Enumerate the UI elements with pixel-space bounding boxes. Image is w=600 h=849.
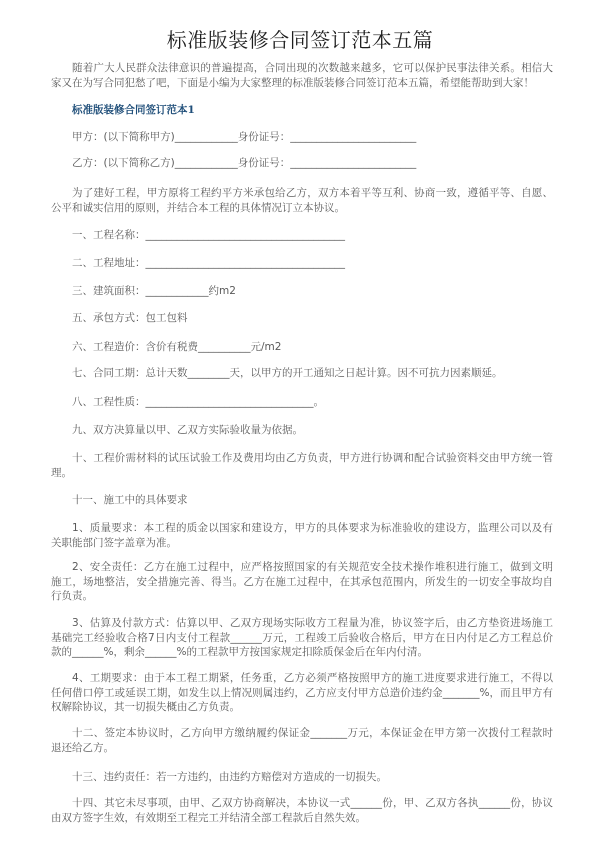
text-line: 十四、其它未尽事项，由甲、乙双方协商解决，本协议一式______份，甲、乙双方各执______份，协议 (72, 797, 553, 809)
text-line: 十、工程价需材料的试压试验工作及费用均由乙方负责，甲方进行协调和配合试验资料交由甲方统一管 (72, 452, 553, 464)
paragraph (51, 61, 553, 90)
text-line: 家又在为写合同犯愁了吧，下面是小编为大家整理的标准版装修合同签订范本五篇，希望能帮助到大家！ (51, 76, 534, 89)
text-line: 2、安全责任：乙方在施工过程中，应严格按照国家的有关规范安全技术操作堆积进行施工，做到文明 (72, 561, 553, 573)
text-line: 八、工程性质：________________________________。 (72, 396, 324, 408)
text-line: 标准版装修合同签订范本1 (72, 104, 195, 116)
text-line: 为了建好工程，甲方原将工程约平方米承包给乙方，双方本着平等互利、协商一致，遵循平等、自愿、 (72, 187, 553, 199)
paragraph (51, 256, 553, 271)
text-line: 九、双方决算量以甲、乙双方实际验收量为依据。 (72, 424, 303, 436)
paragraph (51, 560, 553, 604)
text-line: 六、工程造价：含价有税费__________元/m2 (72, 341, 282, 353)
paragraph (51, 130, 553, 145)
text-line: 4、工期要求：由于本工程工期紧，任务重，乙方必须严格按照甲方的施工进度要求进行施工，不得以 (72, 672, 553, 684)
paragraph (51, 395, 553, 410)
text-line: 五、承包方式：包工包料 (72, 312, 188, 324)
document-title: 标准版装修合同签订范本五篇 (166, 28, 434, 52)
paragraph (51, 493, 553, 508)
text-line: 1、质量要求：本工程的质金以国家和建设方，甲方的具体要求为标准验收的建设方，监理公司以及有 (72, 522, 553, 534)
text-line: 退还给乙方。 (51, 741, 114, 754)
paragraph (51, 186, 553, 215)
paragraph (51, 796, 553, 825)
paragraph (51, 616, 553, 660)
text-line: 权解除协议，其一切损失概由乙方负责。 (51, 701, 240, 713)
text-line: 甲方：(以下简称甲方)____________身份证号：________________________ (72, 131, 417, 143)
paragraph (51, 340, 553, 355)
text-line: 一、工程名称：______________________________________ (72, 229, 345, 241)
text-line: 十一、施工中的具体要求 (72, 494, 188, 506)
text-line: 施工，场地整洁，安全措施完善、得当。乙方在施工过程中，在其承包范围内，所发生的一切安全事故均自 (51, 575, 553, 588)
text-line: 公平和诚实信用的原则，并结合本工程的具体情况订立本协议。 (51, 201, 345, 214)
paragraph (51, 451, 553, 480)
text-line: 理。 (51, 466, 72, 479)
paragraph (51, 671, 553, 715)
text-line: 由双方签字生效，有效期至工程完工并结清全部工程款后自然失效。 (51, 811, 366, 824)
paragraph (51, 770, 553, 785)
text-line: 任何借口停工或延误工期，如发生以上情况则属违约，乙方应支付甲方总造价违约金_______%，而且甲方有 (51, 686, 553, 699)
paragraph (51, 228, 553, 243)
text-line: 行负责。 (51, 590, 93, 602)
text-line: 三、建筑面积：____________约m2 (72, 285, 236, 297)
text-line: 随着广大人民群众法律意识的普遍提高，合同出现的次数越来越多，它可以保护民事法律关系。相信大 (72, 62, 553, 74)
text-line: 基础完工经验收合格7日内支付工程款______万元，工程竣工后验收合格后，甲方在日内付足乙方工程总价 (51, 631, 553, 644)
section-heading (51, 103, 553, 118)
paragraph (51, 423, 553, 438)
text-line: 十三、违约责任：若一方违约，由违约方赔偿对方造成的一切损失。 (72, 771, 387, 783)
text-line: 七、合同工期：总计天数________天，以甲方的开工通知之日起计算。因不可抗力因素顺延。 (72, 367, 503, 379)
paragraph (51, 311, 553, 326)
paragraph (51, 726, 553, 755)
paragraph (51, 366, 553, 381)
text-line: 二、工程地址：______________________________________ (72, 257, 345, 269)
text-line: 十二、签定本协议时，乙方向甲方缴纳履约保证金_______万元，本保证金在甲方第一次拨付工程款时 (72, 727, 553, 739)
text-line: 款的______%，剩余______%的工程款甲方按国家规定扣除质保金后在年内付清。 (51, 646, 428, 658)
paragraph (51, 284, 553, 299)
text-line: 乙方：(以下简称乙方)____________身份证号：________________________ (72, 157, 417, 169)
text-line: 关职能部门签字盖章为准。 (51, 536, 177, 549)
text-line: 3、估算及付款方式：估算以甲、乙双方现场实际收方工程量为准，协议签字后，由乙方垫资进场施工 (72, 617, 553, 629)
paragraph (51, 156, 553, 171)
paragraph (51, 521, 553, 550)
